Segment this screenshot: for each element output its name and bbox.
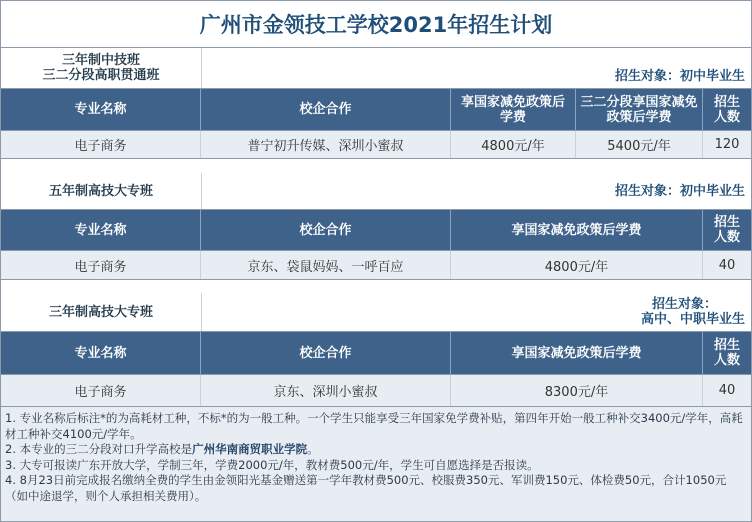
header-partner: 校企合作 (201, 332, 451, 374)
note-2-college: 广州华南商贸职业学院 (192, 442, 308, 456)
section-three-year-technical (1, 48, 751, 159)
cell-partner: 京东、袋鼠妈妈、一呼百应 (201, 251, 451, 279)
section-five-year-college (1, 173, 751, 280)
section-name (1, 173, 202, 209)
cell-tuition-32: 5400元/年 (576, 131, 703, 158)
cell-major: 电子商务 (1, 251, 201, 279)
cell-major: 电子商务 (1, 375, 201, 406)
header-partner: 校企合作 (201, 210, 451, 250)
header-tuition-32: 三二分段享国家减免政策后学费 (576, 89, 703, 130)
note-4: 4. 8月23日前完成报名缴纳全费的学生由金领阳光基金赠送第一学年教材费500元、校服费350元、军训费150元、体检费50元，合计1050元（如中途退学，则个人承担相关费用）。 (5, 473, 727, 503)
note-2-suffix: 。 (307, 442, 319, 456)
header-tuition: 享国家减免政策后学费 (451, 210, 703, 250)
note-2 (5, 442, 747, 458)
header-quota: 招生人数 (713, 215, 740, 245)
cell-partner: 京东、深圳小蜜叔 (201, 375, 451, 406)
header-quota: 招生人数 (713, 94, 740, 125)
note-3: 3. 大专可报读广东开放大学，学制三年，学费2000元/年，教材费500元/年，学生可自愿选择是否报读。 (5, 457, 539, 472)
cell-tuition: 4800元/年 (451, 251, 703, 279)
enrollment-target (202, 173, 751, 209)
enrollment-target-text: 招生对象：初中毕业生 (614, 69, 745, 84)
table-header-row (1, 332, 751, 375)
header-partner: 校企合作 (201, 89, 451, 130)
cell-tuition: 8300元/年 (451, 375, 703, 406)
cell-major: 电子商务 (1, 131, 201, 158)
enrollment-target (202, 48, 751, 88)
table-row (1, 375, 751, 407)
cell-tuition: 4800元/年 (451, 131, 576, 158)
section-name-line1: 三年制高技大专班 (48, 304, 153, 320)
note-1: 1. 专业名称后标注*的为高耗材工种，不标*的为一般工种。一个学生只能享受三年国家免学费补贴，第四年开始一般工种补交3400元/学年，高耗材工种补交4100元/学年。 (5, 411, 743, 441)
section-header (1, 48, 751, 89)
cell-quota: 40 (718, 257, 736, 273)
header-tuition: 享国家减免政策后学费 (451, 332, 703, 374)
table-row (1, 131, 751, 159)
enrollment-target-line2: 高中、中职毕业生 (640, 312, 745, 327)
header-major: 专业名称 (1, 89, 201, 130)
cell-quota: 40 (718, 383, 736, 398)
note-2-prefix: 2. 本专业的三二分段对口升学高校是 (5, 442, 193, 456)
header-quota: 招生人数 (713, 338, 740, 368)
table-row (1, 251, 751, 280)
section-name (1, 293, 202, 331)
notes-block (1, 407, 751, 521)
section-name (1, 48, 202, 88)
section-name-line2: 三二分段高职贯通班 (42, 68, 160, 83)
section-header (1, 293, 751, 332)
header-tuition: 享国家减免政策后学费 (451, 89, 576, 130)
enrollment-target-text: 招生对象：初中毕业生 (614, 183, 745, 199)
section-name-line1: 五年制高技大专班 (48, 183, 153, 199)
section-header (1, 173, 751, 210)
section-name-line1: 三年制中技班 (61, 53, 140, 68)
page-title: 广州市金领技工学校2021年招生计划 (1, 1, 751, 48)
table-header-row (1, 89, 751, 131)
cell-partner: 普宁初升传媒、深圳小蜜叔 (201, 131, 451, 158)
enrollment-target-line1: 招生对象： (651, 297, 717, 312)
header-major: 专业名称 (1, 210, 201, 250)
cell-quota: 120 (714, 137, 740, 152)
table-header-row (1, 210, 751, 251)
section-three-year-college (1, 293, 751, 407)
header-major: 专业名称 (1, 332, 201, 374)
enrollment-target (202, 293, 751, 331)
